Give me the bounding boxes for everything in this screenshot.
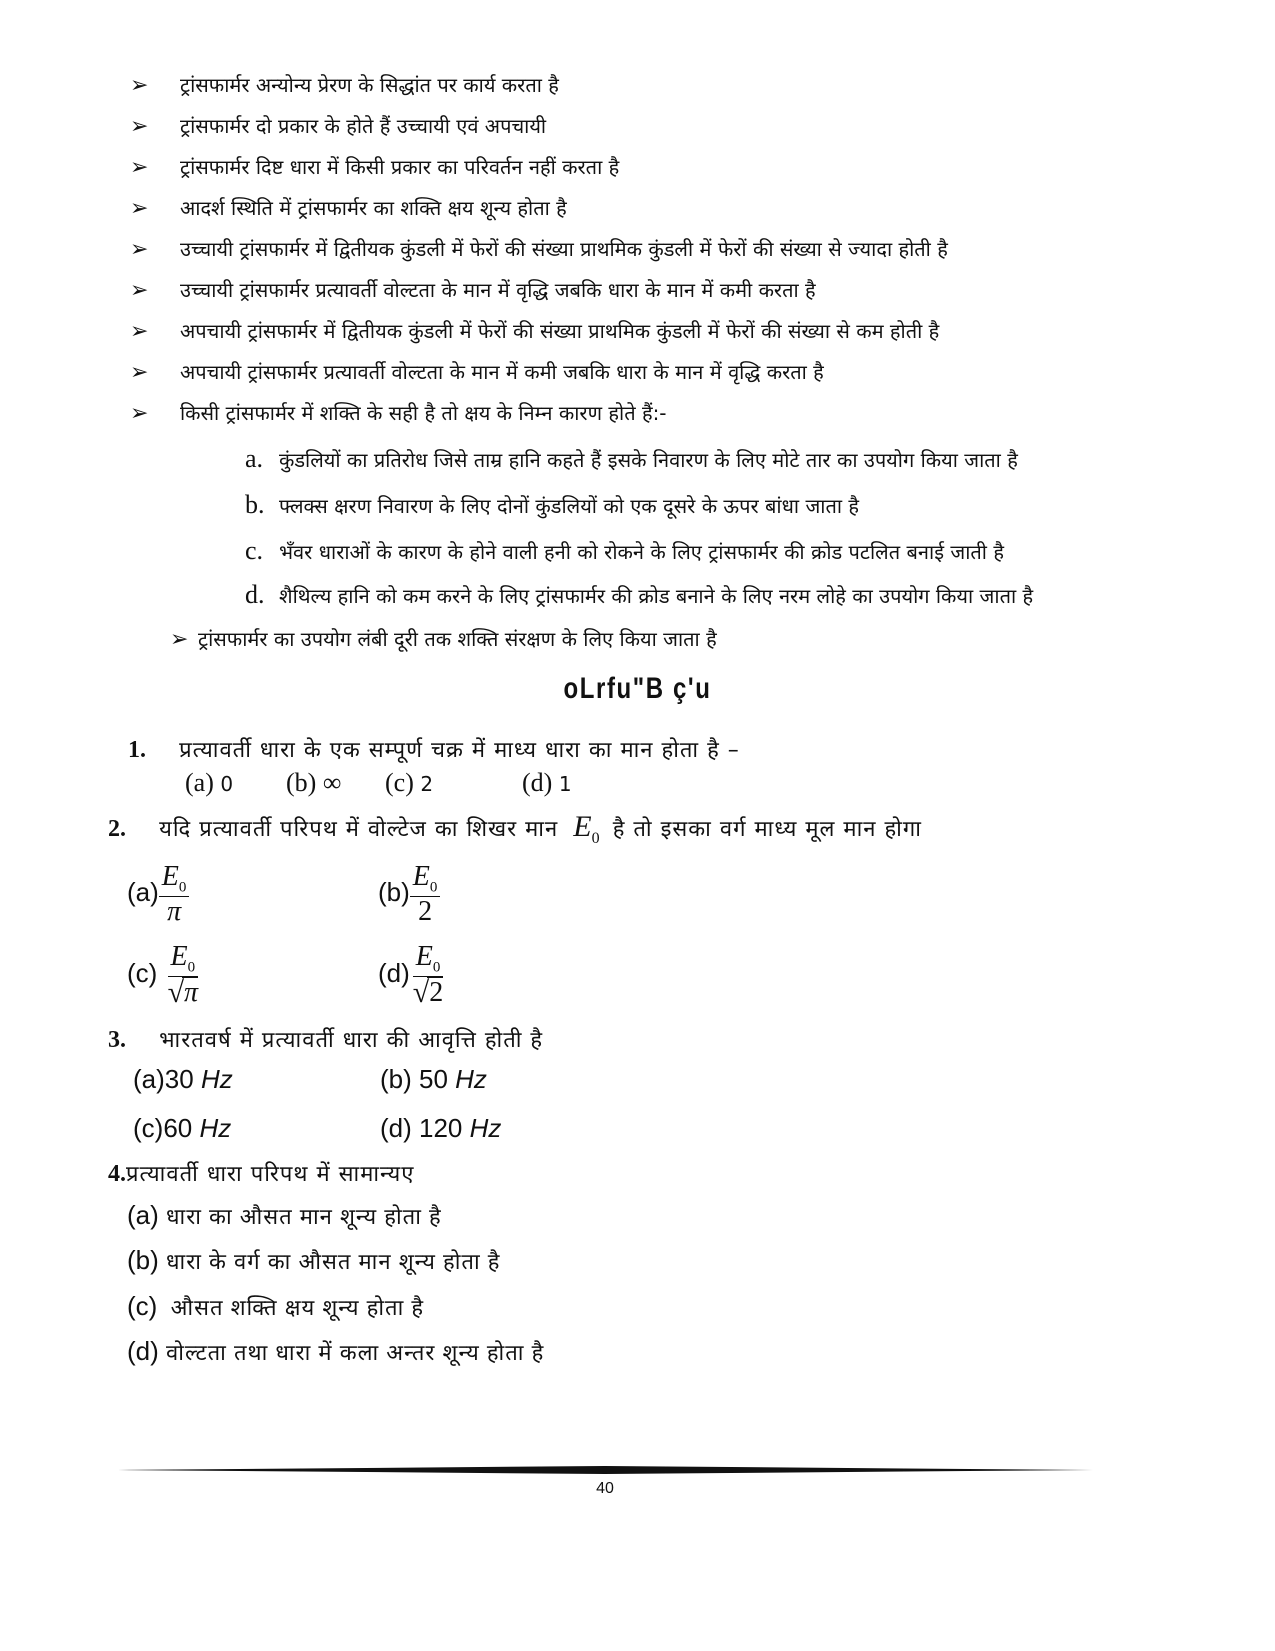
arrow-bullet-icon: ➢ [130, 319, 149, 344]
q2-option-b: (b) $\frac{E_0}{2}$ [378, 862, 440, 927]
bullet-item: ➢ ट्रांसफार्मर दिष्ट धारा में किसी प्रकार का परिवर्तन नहीं करता है [130, 152, 619, 183]
q2-option-d: (d) $E_0$ √ 2 [378, 942, 446, 1008]
q4-option-a: (a) धारा का औसत मान शून्य होता है [127, 1200, 442, 1230]
bullet-item: ➢ ट्रांसफार्मर अन्योन्य प्रेरण के सिद्धांत पर कार्य करता है [130, 70, 559, 101]
question-1: 1. प्रत्यावर्ती धारा के एक सम्पूर्ण चक्र में माध्य धारा का मान होता है – [128, 737, 740, 763]
q3-option-c: (c)60 Hz [133, 1113, 232, 1143]
bullet-item: ➢ ट्रांसफार्मर का उपयोग लंबी दूरी तक शक्ति संरक्षण के लिए किया जाता है [170, 624, 717, 655]
q3-option-b: (b) 50 Hz [380, 1064, 487, 1094]
q2-option-c: (c) $E_0$ √ π [127, 942, 201, 1008]
q1-option-d: (d) 1 [522, 768, 572, 797]
fraction: $E_0$ √ 2 [412, 941, 444, 1009]
sub-list-item: a. कुंडलियों का प्रतिरोध जिसे ताम्र हानि कहते हैं इसके निवारण के लिए मोटे तार का उपयोग किया जाता है [245, 444, 1018, 473]
question-3: 3. भारतवर्ष में प्रत्यावर्ती धारा की आवृत्ति होती है [108, 1027, 544, 1053]
bullet-item: ➢ ट्रांसफार्मर दो प्रकार के होते हैं उच्चायी एवं अपचायी [130, 111, 546, 142]
q3-option-d: (d) 120 Hz [380, 1113, 502, 1143]
bullet-item: ➢ आदर्श स्थिति में ट्रांसफार्मर का शक्ति क्षय शून्य होता है [130, 193, 567, 224]
arrow-bullet-icon: ➢ [130, 278, 149, 303]
fraction: $\frac{E_0}{\pi}$ [159, 862, 190, 927]
arrow-bullet-icon: ➢ [170, 627, 189, 652]
arrow-bullet-icon: ➢ [130, 360, 149, 385]
bullet-item: ➢ उच्चायी ट्रांसफार्मर में द्वितीयक कुंडली में फेरों की संख्या प्राथमिक कुंडली में फेरों की संख्या से ज्यादा होती है [130, 234, 948, 265]
section-heading: oLrfu"B ç'u [563, 672, 712, 705]
arrow-bullet-icon: ➢ [130, 155, 149, 180]
bullet-item: ➢ अपचायी ट्रांसफार्मर प्रत्यावर्ती वोल्टता के मान में कमी जबकि धारा के मान में वृद्धि करता है [130, 357, 824, 388]
arrow-bullet-icon: ➢ [130, 196, 149, 221]
arrow-bullet-icon: ➢ [130, 114, 149, 139]
bullet-item: ➢ अपचायी ट्रांसफार्मर में द्वितीयक कुंडली में फेरों की संख्या प्राथमिक कुंडली में फेरों की संख्या से कम होती है [130, 316, 939, 347]
q1-option-b: (b) ∞ [286, 768, 342, 797]
q1-option-c: (c) 2 [385, 768, 434, 797]
fraction: $\frac{E_0}{2}$ [410, 862, 441, 927]
arrow-bullet-icon: ➢ [130, 73, 149, 98]
q2-option-a: (a) $\frac{E_0}{\pi}$ [127, 862, 189, 927]
bullet-item: ➢ उच्चायी ट्रांसफार्मर प्रत्यावर्ती वोल्टता के मान में वृद्धि जबकि धारा के मान में कमी करता है [130, 275, 816, 306]
q1-option-a: (a) 0 [185, 768, 234, 797]
fraction: $E_0$ √ π [167, 941, 199, 1009]
page-number: 40 [596, 1480, 614, 1497]
question-4: 4.प्रत्यावर्ती धारा परिपथ में सामान्यए [108, 1161, 415, 1187]
bullet-item: ➢ किसी ट्रांसफार्मर में शक्ति के सही है तो क्षय के निम्न कारण होते हैं:- [130, 398, 667, 429]
peak-voltage-symbol: $E_0$ [573, 810, 600, 847]
arrow-bullet-icon: ➢ [130, 401, 149, 426]
sub-list-item: b. फ्लक्स क्षरण निवारण के लिए दोनों कुंडलियों को एक दूसरे के ऊपर बांधा जाता है [245, 490, 860, 519]
arrow-bullet-icon: ➢ [130, 237, 149, 262]
sub-list-item: d. शैथिल्य हानि को कम करने के लिए ट्रांसफार्मर की क्रोड बनाने के लिए नरम लोहे का उपयोग किया जाता है [245, 580, 1034, 609]
q3-option-a: (a)30 Hz [133, 1064, 233, 1094]
q4-option-b: (b) धारा के वर्ग का औसत मान शून्य होता है [127, 1245, 501, 1275]
footer-rule [118, 1464, 1093, 1476]
q4-option-c: (c) औसत शक्ति क्षय शून्य होता है [127, 1291, 425, 1321]
sub-list-item: c. भँवर धाराओं के कारण के होने वाली हनी को रोकने के लिए ट्रांसफार्मर की क्रोड पटलित बनाई जाती है [245, 536, 1004, 565]
question-2: 2. यदि प्रत्यावर्ती परिपथ में वोल्टेज का शिखर मान $E_0$ है तो इसका वर्ग माध्य मूल मान होगा [108, 810, 922, 847]
q4-option-d: (d) वोल्टता तथा धारा में कला अन्तर शून्य होता है [127, 1336, 545, 1366]
